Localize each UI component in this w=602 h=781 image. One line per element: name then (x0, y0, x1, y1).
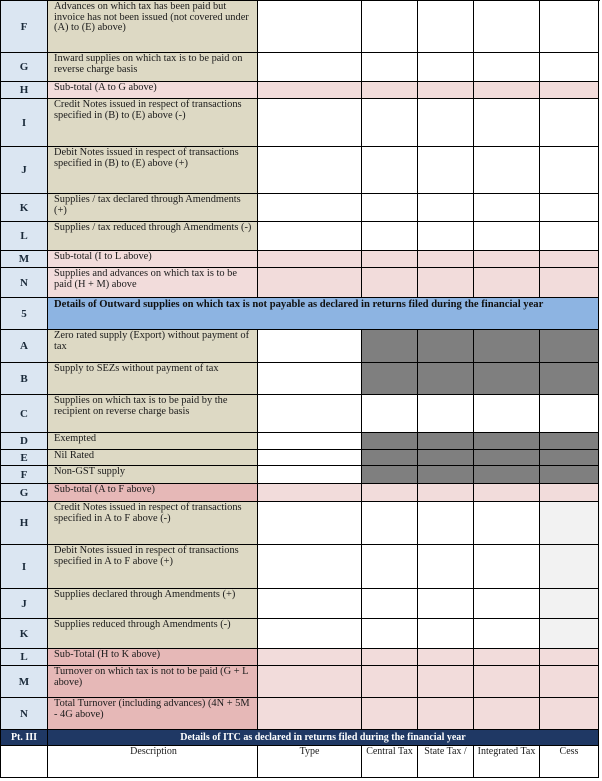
table-row (0, 502, 602, 545)
value-cell[interactable] (258, 619, 362, 649)
value-cell[interactable] (474, 484, 540, 502)
section-id: 5 (0, 298, 48, 330)
value-cell[interactable] (258, 545, 362, 589)
value-cell[interactable] (362, 99, 418, 147)
value-cell[interactable] (362, 82, 418, 99)
value-cell[interactable] (540, 251, 599, 268)
table-row (0, 194, 602, 222)
table-row (0, 666, 602, 698)
table-row (0, 450, 602, 466)
row-id: N (0, 268, 48, 298)
table-row (0, 82, 602, 99)
disabled-cell (540, 466, 599, 484)
value-cell[interactable] (258, 53, 362, 82)
value-cell[interactable] (362, 268, 418, 298)
row-id: B (0, 363, 48, 395)
disabled-cell (474, 433, 540, 450)
value-cell[interactable] (258, 502, 362, 545)
value-cell[interactable] (540, 194, 599, 222)
disabled-cell (362, 450, 418, 466)
disabled-cell (362, 363, 418, 395)
value-cell[interactable] (258, 433, 362, 450)
value-cell[interactable] (418, 395, 474, 433)
disabled-cell (474, 450, 540, 466)
row-description: Debit Notes issued in respect of transactions specified in A to F above (+) (48, 545, 258, 589)
table-row (0, 53, 602, 82)
disabled-cell (540, 433, 599, 450)
col-type: Type (258, 746, 362, 778)
value-cell[interactable] (258, 666, 362, 698)
value-cell[interactable] (418, 147, 474, 194)
table-row (0, 466, 602, 484)
row-description: Supply to SEZs without payment of tax (48, 363, 258, 395)
row-id: G (0, 484, 48, 502)
value-cell[interactable] (418, 698, 474, 730)
value-cell[interactable] (258, 82, 362, 99)
row-description: Credit Notes issued in respect of transactions specified in (B) to (E) above (-) (48, 99, 258, 147)
value-cell[interactable] (540, 698, 599, 730)
part-label: Pt. III (0, 730, 48, 746)
table-row (0, 698, 602, 730)
row-id: G (0, 53, 48, 82)
row-id: A (0, 330, 48, 363)
value-cell[interactable] (362, 1, 418, 53)
row-description: Supplies declared through Amendments (+) (48, 589, 258, 619)
value-cell[interactable] (540, 395, 599, 433)
value-cell[interactable] (258, 484, 362, 502)
disabled-cell (474, 330, 540, 363)
value-cell[interactable] (418, 53, 474, 82)
table-row (0, 99, 602, 147)
disabled-cell (418, 450, 474, 466)
value-cell[interactable] (540, 589, 599, 619)
table-row (0, 363, 602, 395)
disabled-cell (418, 466, 474, 484)
value-cell[interactable] (474, 53, 540, 82)
row-id: L (0, 649, 48, 666)
row-id: E (0, 450, 48, 466)
row-id: H (0, 82, 48, 99)
row-description: Total Turnover (including advances) (4N + 5M - 4G above) (48, 698, 258, 730)
value-cell[interactable] (258, 395, 362, 433)
row-id: J (0, 589, 48, 619)
value-cell[interactable] (258, 268, 362, 298)
value-cell[interactable] (362, 484, 418, 502)
disabled-cell (362, 330, 418, 363)
col-central-tax: Central Tax (362, 746, 418, 778)
value-cell[interactable] (474, 251, 540, 268)
value-cell[interactable] (362, 194, 418, 222)
value-cell[interactable] (258, 1, 362, 53)
table-row (0, 649, 602, 666)
part-3-header (0, 730, 602, 746)
value-cell[interactable] (258, 649, 362, 666)
value-cell[interactable] (418, 502, 474, 545)
row-id: J (0, 147, 48, 194)
row-description: Supplies and advances on which tax is to be paid (H + M) above (48, 268, 258, 298)
table-row (0, 1, 602, 53)
disabled-cell (540, 450, 599, 466)
value-cell[interactable] (362, 395, 418, 433)
row-description: Supplies / tax reduced through Amendments (-) (48, 222, 258, 251)
value-cell[interactable] (362, 545, 418, 589)
value-cell[interactable] (362, 222, 418, 251)
value-cell[interactable] (540, 53, 599, 82)
blank-cell (0, 746, 48, 778)
value-cell[interactable] (362, 502, 418, 545)
value-cell[interactable] (474, 698, 540, 730)
value-cell[interactable] (418, 99, 474, 147)
value-cell[interactable] (474, 545, 540, 589)
col-integrated-tax: Integrated Tax (474, 746, 540, 778)
table-row (0, 433, 602, 450)
value-cell[interactable] (258, 466, 362, 484)
value-cell[interactable] (258, 147, 362, 194)
value-cell[interactable] (418, 649, 474, 666)
value-cell[interactable] (418, 545, 474, 589)
col-description: Description (48, 746, 258, 778)
value-cell[interactable] (474, 99, 540, 147)
value-cell[interactable] (540, 666, 599, 698)
value-cell[interactable] (474, 268, 540, 298)
value-cell[interactable] (362, 619, 418, 649)
row-id: H (0, 502, 48, 545)
row-description: Supplies on which tax is to be paid by the recipient on reverse charge basis (48, 395, 258, 433)
value-cell[interactable] (540, 502, 599, 545)
disabled-cell (418, 363, 474, 395)
part-title: Details of ITC as declared in returns filed during the financial year (48, 730, 599, 746)
row-description: Inward supplies on which tax is to be paid on reverse charge basis (48, 53, 258, 82)
value-cell[interactable] (474, 395, 540, 433)
value-cell[interactable] (258, 589, 362, 619)
disabled-cell (474, 466, 540, 484)
table-row (0, 251, 602, 268)
row-id: N (0, 698, 48, 730)
value-cell[interactable] (362, 666, 418, 698)
col-state-tax: State Tax / (418, 746, 474, 778)
row-id: M (0, 666, 48, 698)
value-cell[interactable] (474, 589, 540, 619)
disabled-cell (540, 363, 599, 395)
table-row (0, 222, 602, 251)
table-row (0, 589, 602, 619)
value-cell[interactable] (474, 222, 540, 251)
table-row (0, 619, 602, 649)
disabled-cell (418, 433, 474, 450)
value-cell[interactable] (540, 545, 599, 589)
value-cell[interactable] (474, 1, 540, 53)
disabled-cell (540, 330, 599, 363)
value-cell[interactable] (258, 698, 362, 730)
row-id: K (0, 619, 48, 649)
value-cell[interactable] (258, 194, 362, 222)
value-cell[interactable] (418, 666, 474, 698)
row-description: Zero rated supply (Export) without payment of tax (48, 330, 258, 363)
value-cell[interactable] (474, 194, 540, 222)
value-cell[interactable] (474, 82, 540, 99)
disabled-cell (362, 433, 418, 450)
table-row (0, 395, 602, 433)
table-row (0, 545, 602, 589)
value-cell[interactable] (474, 619, 540, 649)
row-id: M (0, 251, 48, 268)
disabled-cell (362, 466, 418, 484)
row-id: F (0, 466, 48, 484)
value-cell[interactable] (418, 589, 474, 619)
row-description: Nil Rated (48, 450, 258, 466)
value-cell[interactable] (258, 363, 362, 395)
value-cell[interactable] (362, 147, 418, 194)
value-cell[interactable] (362, 53, 418, 82)
table-row (0, 268, 602, 298)
disabled-cell (474, 363, 540, 395)
value-cell[interactable] (474, 147, 540, 194)
value-cell[interactable] (418, 1, 474, 53)
value-cell[interactable] (258, 330, 362, 363)
row-id: I (0, 99, 48, 147)
row-description: Advances on which tax has been paid but invoice has not been issued (not covered under (A) to (E) above) (48, 1, 258, 53)
value-cell[interactable] (418, 222, 474, 251)
value-cell[interactable] (258, 99, 362, 147)
value-cell[interactable] (474, 649, 540, 666)
value-cell[interactable] (258, 222, 362, 251)
value-cell[interactable] (258, 251, 362, 268)
row-id: D (0, 433, 48, 450)
row-id: I (0, 545, 48, 589)
row-id: K (0, 194, 48, 222)
value-cell[interactable] (362, 698, 418, 730)
row-description: Non-GST supply (48, 466, 258, 484)
value-cell[interactable] (540, 222, 599, 251)
row-description: Supplies / tax declared through Amendments (+) (48, 194, 258, 222)
row-id: L (0, 222, 48, 251)
row-id: F (0, 1, 48, 53)
value-cell[interactable] (258, 450, 362, 466)
row-description: Sub-total (A to G above) (48, 82, 258, 99)
value-cell[interactable] (474, 502, 540, 545)
row-description: Exempted (48, 433, 258, 450)
row-description: Debit Notes issued in respect of transactions specified in (B) to (E) above (+) (48, 147, 258, 194)
row-description: Sub-total (I to L above) (48, 251, 258, 268)
section-5-header (0, 298, 602, 330)
row-description: Supplies reduced through Amendments (-) (48, 619, 258, 649)
row-description: Turnover on which tax is not to be paid (G + L above) (48, 666, 258, 698)
value-cell[interactable] (362, 649, 418, 666)
value-cell[interactable] (418, 619, 474, 649)
row-description: Sub-total (A to F above) (48, 484, 258, 502)
table-row (0, 330, 602, 363)
value-cell[interactable] (362, 589, 418, 619)
value-cell[interactable] (540, 619, 599, 649)
value-cell[interactable] (418, 268, 474, 298)
table-row (0, 484, 602, 502)
value-cell[interactable] (418, 484, 474, 502)
value-cell[interactable] (418, 194, 474, 222)
row-description: Credit Notes issued in respect of transactions specified in A to F above (-) (48, 502, 258, 545)
column-header-row (0, 746, 602, 778)
value-cell[interactable] (540, 99, 599, 147)
value-cell[interactable] (540, 147, 599, 194)
value-cell[interactable] (540, 484, 599, 502)
value-cell[interactable] (540, 268, 599, 298)
value-cell[interactable] (540, 1, 599, 53)
value-cell[interactable] (418, 82, 474, 99)
value-cell[interactable] (540, 649, 599, 666)
table-row (0, 147, 602, 194)
section-title: Details of Outward supplies on which tax is not payable as declared in returns filed during the financial year (48, 298, 599, 330)
value-cell[interactable] (362, 251, 418, 268)
value-cell[interactable] (540, 82, 599, 99)
value-cell[interactable] (418, 251, 474, 268)
value-cell[interactable] (474, 666, 540, 698)
row-description: Sub-Total (H to K above) (48, 649, 258, 666)
disabled-cell (418, 330, 474, 363)
col-cess: Cess (540, 746, 599, 778)
row-id: C (0, 395, 48, 433)
